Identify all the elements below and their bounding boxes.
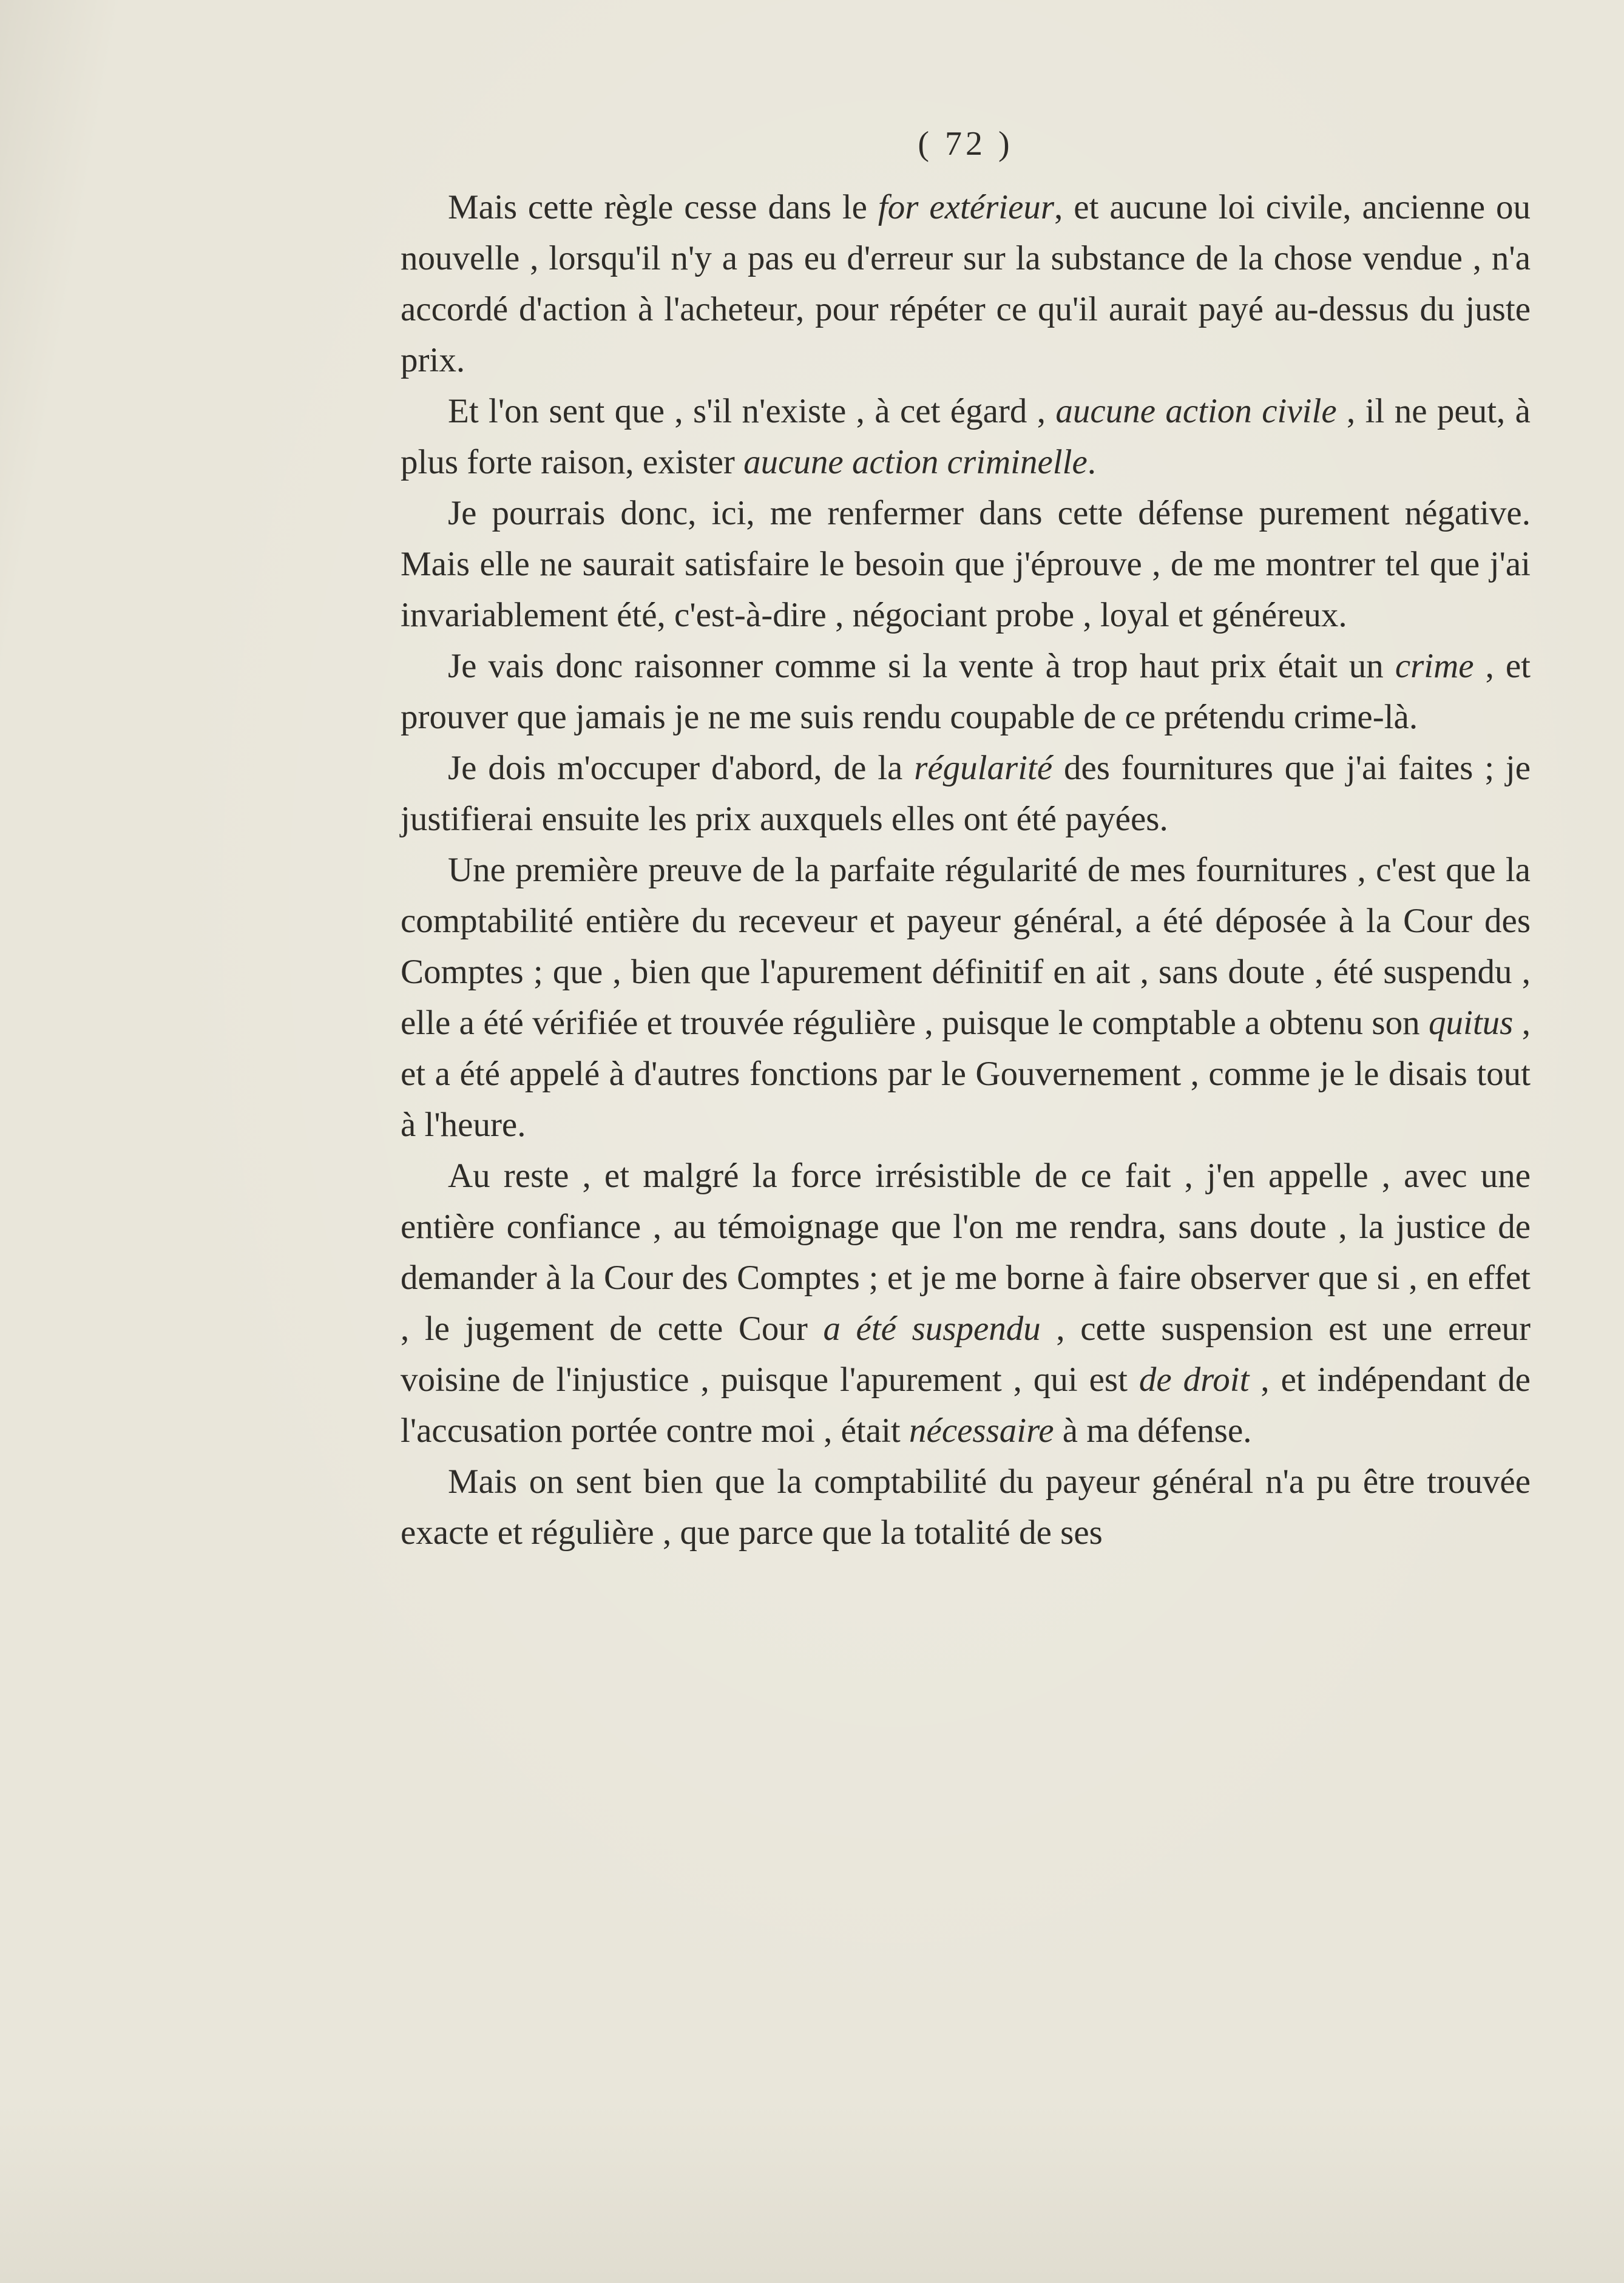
paragraph: Je vais donc raisonner comme si la vente à trop haut prix était un crime , et prouver que jamais je ne me suis rendu coupable de ce prétendu crime-là. [401, 647, 1531, 736]
italic-phrase: for extérieur [878, 188, 1055, 226]
page-number: ( 72 ) [918, 125, 1013, 163]
page-text [401, 182, 1531, 1558]
italic-phrase: aucune action civile [1055, 392, 1337, 430]
paragraph: Une première preuve de la parfaite régularité de mes fournitures , c'est que la comptabilité entière du receveur et payeur général, a été déposée à la Cour des Comptes ; que , bien que l'apurement définitif en ait , sans doute , été suspendu , elle a été vérifiée et trouvée régulière , puisque le comptable a obtenu son quitus , et a été appelé à d'autres fonctions par le Gouvernement , comme je le disais tout à l'heure. [401, 851, 1531, 1144]
italic-phrase: nécessaire [909, 1412, 1054, 1450]
italic-phrase: aucune action criminelle [743, 443, 1088, 481]
italic-phrase: a été suspendu [823, 1310, 1041, 1348]
italic-phrase: de droit [1138, 1361, 1250, 1399]
italic-phrase: quitus [1428, 1004, 1514, 1042]
paragraph: Je dois m'occuper d'abord, de la régularité des fournitures que j'ai faites ; je justifierai ensuite les prix auxquels elles ont été payées. [401, 749, 1531, 838]
italic-phrase: crime [1395, 647, 1474, 685]
paragraph: Mais on sent bien que la comptabilité du payeur général n'a pu être trouvée exacte et régulière , que parce que la totalité de ses [401, 1463, 1531, 1552]
paragraph: Je pourrais donc, ici, me renfermer dans cette défense purement négative. Mais elle ne saurait satisfaire le besoin que j'éprouve , de me montrer tel que j'ai invariablement été, c'est-à-dire , négociant probe , loyal et généreux. [401, 494, 1531, 634]
paragraph: Au reste , et malgré la force irrésistible de ce fait , j'en appelle , avec une entière confiance , au témoignage que l'on me rendra, sans doute , la justice de demander à la Cour des Comptes ; et je me borne à faire observer que si , en effet , le jugement de cette Cour a été suspendu , cette suspension est une erreur voisine de l'injustice , puisque l'apurement , qui est de droit , et indépendant de l'accusation portée contre moi , était nécessaire à ma défense. [401, 1157, 1531, 1450]
paragraph: Et l'on sent que , s'il n'existe , à cet égard , aucune action civile , il ne peut, à plus forte raison, exister aucune action criminelle. [401, 392, 1531, 481]
italic-phrase: régularité [914, 749, 1053, 787]
paragraph: Mais cette règle cesse dans le for extérieur, et aucune loi civile, ancienne ou nouvelle , lorsqu'il n'y a pas eu d'erreur sur la substance de la chose vendue , n'a accordé d'action à l'acheteur, pour répéter ce qu'il aurait payé au-dessus du juste prix. [401, 188, 1531, 379]
